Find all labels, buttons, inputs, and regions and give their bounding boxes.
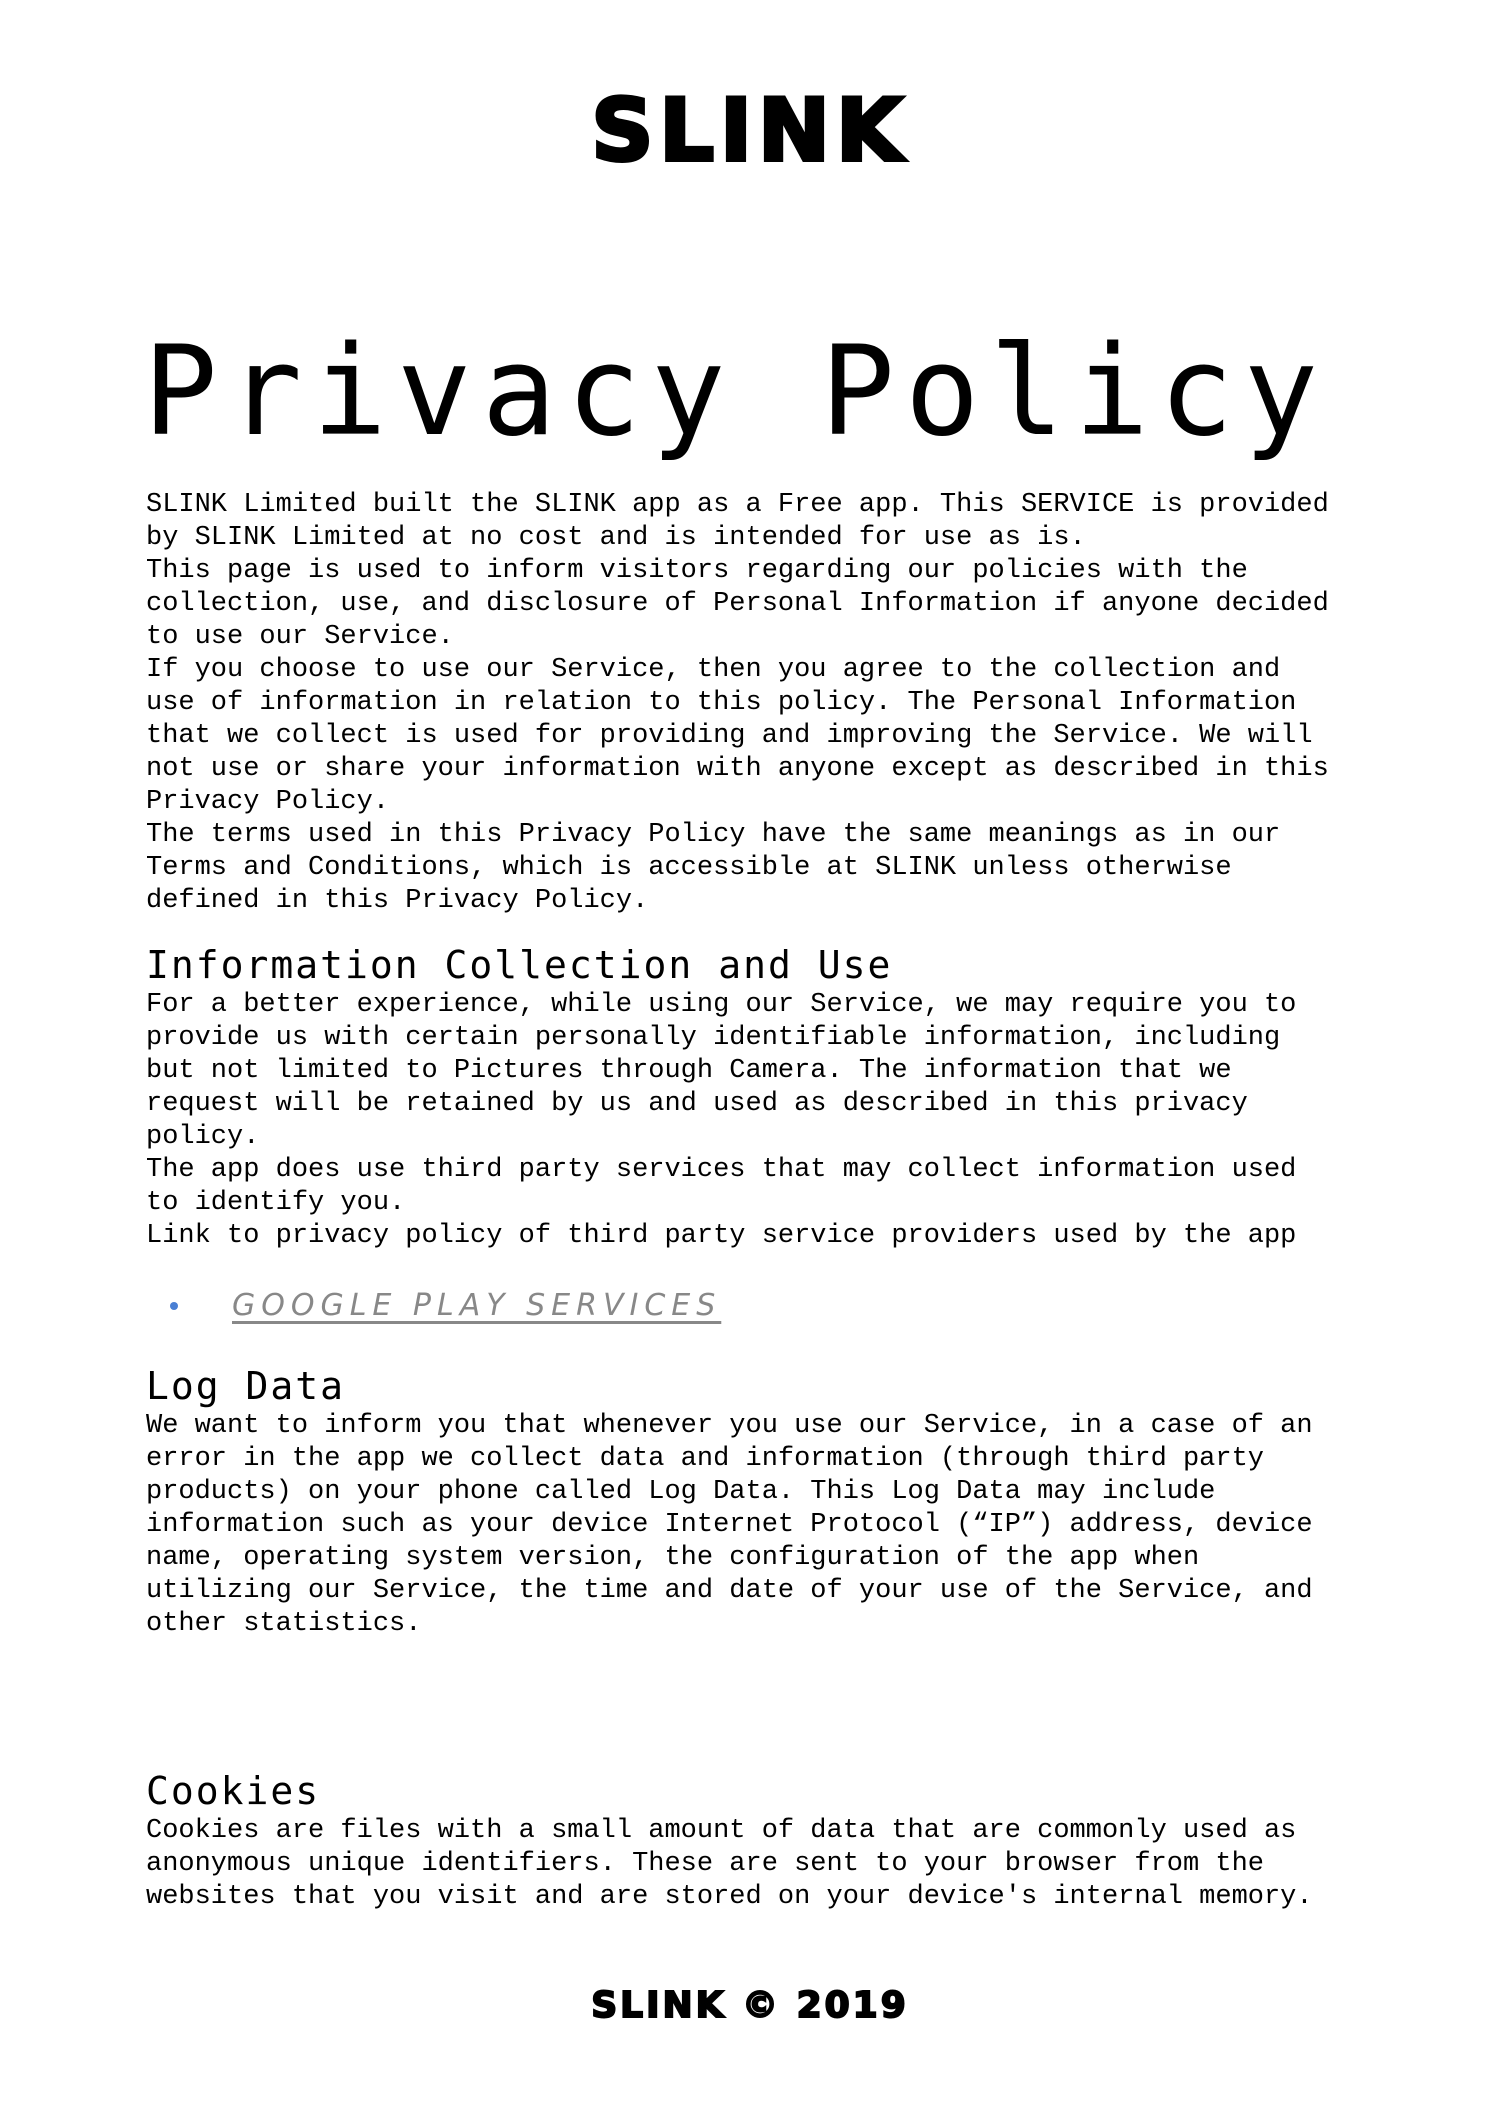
intro-paragraph-2: This page is used to inform visitors regarding our policies with the collection, use, and disclosure of Personal Information if anyone decided to use our Service. (146, 556, 1329, 652)
page-title: Privacy Policy (143, 320, 1329, 464)
information-collection-section (146, 943, 1386, 1253)
intro-paragraph-4: The terms used in this Privacy Policy have the same meanings as in our Terms and Conditions, which is accessible at SLINK unless otherwise defined in this Privacy Policy. (146, 820, 1281, 916)
section-heading-information: Information Collection and Use (146, 943, 893, 987)
section-heading-log-data: Log Data (146, 1364, 346, 1408)
intro-section (146, 489, 1386, 918)
information-paragraph-1: For a better experience, while using our Service, we may require you to provide us with certain personally identifiable information, including but not limited to Pictures through Camera. The information that we request will be retained by us and used as described in this privacy policy. (146, 990, 1297, 1152)
slink-logo: SLINK (591, 81, 909, 181)
section-heading-cookies: Cookies (146, 1769, 321, 1813)
information-paragraph-3: Link to privacy policy of third party service providers used by the app (146, 1221, 1297, 1251)
list-item (170, 1288, 721, 1323)
intro-paragraph-3: If you choose to use our Service, then you agree to the collection and use of information in relation to this policy. The Personal Information that we collect is used for providing and improving the Service. We will not use or share your information with anyone except as described in this Privacy Policy. (146, 655, 1329, 817)
log-data-paragraph: We want to inform you that whenever you use our Service, in a case of an error in the app we collect data and information (through third party products) on your phone called Log Data. This Log Data may include information such as your device Internet Protocol (“IP”) address, device name, operating system version, the configuration of the app when utilizing our Service, the time and date of your use of the Service, and other statistics. (146, 1411, 1313, 1639)
cookies-paragraph: Cookies are files with a small amount of data that are commonly used as anonymous unique identifiers. These are sent to your browser from the websites that you visit and are stored on your device's internal memory. (146, 1816, 1313, 1912)
cookies-section (146, 1769, 1386, 1914)
google-play-services-link[interactable]: GOOGLE PLAY SERVICES (232, 1288, 722, 1323)
information-paragraph-2: The app does use third party services that may collect information used to identify you. (146, 1155, 1297, 1218)
log-data-section (146, 1364, 1386, 1641)
third-party-links-list (170, 1288, 721, 1323)
intro-paragraph-1: SLINK Limited built the SLINK app as a Free app. This SERVICE is provided by SLINK Limited at no cost and is intended for use as is. (146, 490, 1329, 553)
footer-copyright: SLINK © 2019 (591, 1985, 909, 2026)
bullet-icon (170, 1302, 178, 1310)
